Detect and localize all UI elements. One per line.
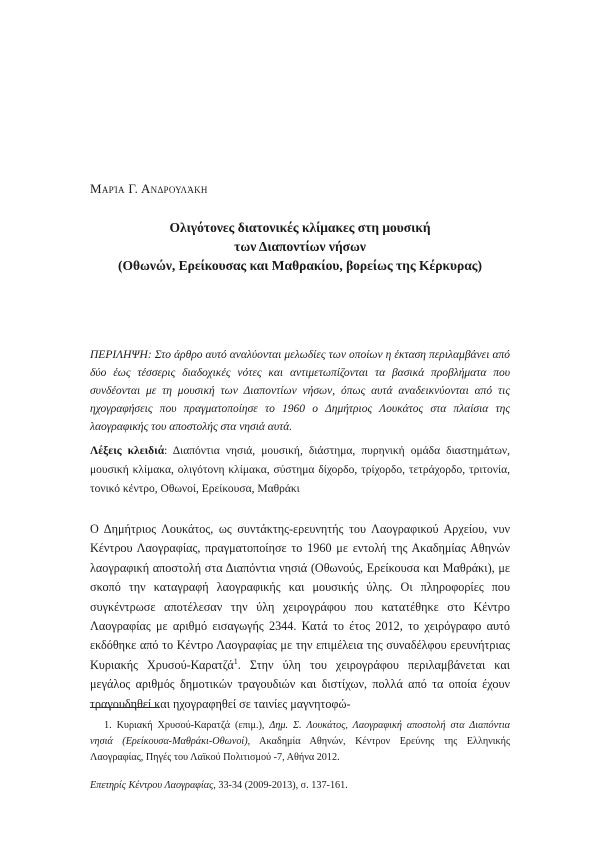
footnote-number: 1. [104, 720, 112, 731]
title-line-1: Ολιγότονες διατονικές κλίμακες στη μουσική [169, 220, 431, 235]
journal-details: 33-34 (2009-2013), σ. 137-161. [215, 780, 348, 791]
author-name: Μαρία Γ. Ανδρουλάκη [90, 181, 208, 196]
footnote-italic: Δημ. Σ. Λουκάτος, Λαογραφική αποστολή στα Διαπόντια νησιά (Ερείκουσα-Μαθράκι-Οθωνοί), [90, 720, 510, 747]
keywords-label: Λέξεις κλειδιά [90, 445, 165, 457]
journal-name: Επετηρίς Κέντρου Λαογραφίας, [90, 780, 216, 791]
footnote-reference[interactable]: 1 [233, 656, 238, 666]
footnote-divider [90, 707, 160, 708]
footnote-text-2: Ακαδημία Αθηνών, Κέντρον Ερεύνης της Ελληνικής Λαογραφίας, Πηγές του Λαϊκού Πολιτισμού -7, Αθήνα 2012. [90, 736, 510, 763]
body-paragraph [90, 520, 510, 714]
keywords [90, 442, 510, 499]
title-line-3: (Οθωνών, Ερείκουσας και Μαθρακίου, βορείως της Κέρκυρας) [118, 258, 482, 273]
journal-citation [90, 778, 510, 794]
abstract [90, 346, 510, 436]
footnote [90, 718, 510, 766]
body-text-part-1: Ο Δημήτριος Λουκάτος, ως συντάκτης-ερευνητής του Λαογραφικού Αρχείου, νυν Κέντρου Λαογραφίας, πραγματοποίησε το 1960 με εντολή της Ακαδημίας Αθηνών λαογραφική αποστολή στα Διαπόντια νησιά (Οθωνούς, Ερείκουσα και Μαθράκι), με σκοπό την καταγραφή λαογραφικής και μουσικής ύλης. Οι πληροφορίες που συγκέντρωσε αποτέλεσαν την ύλη χειρογράφου που κατατέθηκε στο Κέντρο Λαογραφίας με αριθμό εισαγωγής 2344. Κατά το έτος 2012, το χειρόγραφο αυτό εκδόθηκε από το Κέντρο Λαογραφίας με την επιμέλεια της συναδέλφου ερευνήτριας Κυριακής Χρυσού-Καρατζά [90, 522, 510, 672]
article-title [90, 218, 510, 275]
footnote-text-1: Κυριακή Χρυσού-Καρατζά (επιμ.), [111, 720, 270, 731]
body-text-part-2: . Στην ύλη του χειρογράφου περιλαμβάνεται και μεγάλος αριθμός δημοτικών τραγουδιών και διστίχων, πολλά από τα οποία έχουν τραγουδηθεί και ηχογραφηθεί σε ταινίες μαγνητοφώ- [90, 657, 510, 711]
keywords-text: : Διαπόντια νησιά, μουσική, διάστημα, πυρηνική ομάδα διαστημάτων, μουσική κλίμακα, ολιγότονη κλίμακα, σύστημα δίχορδο, τρίχορδο, τετράχορδο, τριτονία, τονικό κέντρο, Οθωνοί, Ερείκουσα, Μαθράκι [90, 445, 510, 495]
abstract-label: ΠΕΡΙΛΗΨΗ: [90, 349, 152, 361]
abstract-text: Στο άρθρο αυτό αναλύονται μελωδίες των οποίων η έκταση περιλαμβάνει από δύο έως τέσσερις διαδοχικές νότες και αντιμετωπίζονται τα βασικά προβλήματα που συνδέονται με τη μουσική των Διαποντίων νήσων, όπως αυτά αναδεικνύονται από τις ηχογραφήσεις που πραγματοποίησε το 1960 ο Δημήτριος Λουκάτος στα πλαίσια της λαογραφικής του αποστολής στα νησιά αυτά. [90, 349, 510, 433]
title-line-2: των Διαποντίων νήσων [234, 239, 366, 254]
